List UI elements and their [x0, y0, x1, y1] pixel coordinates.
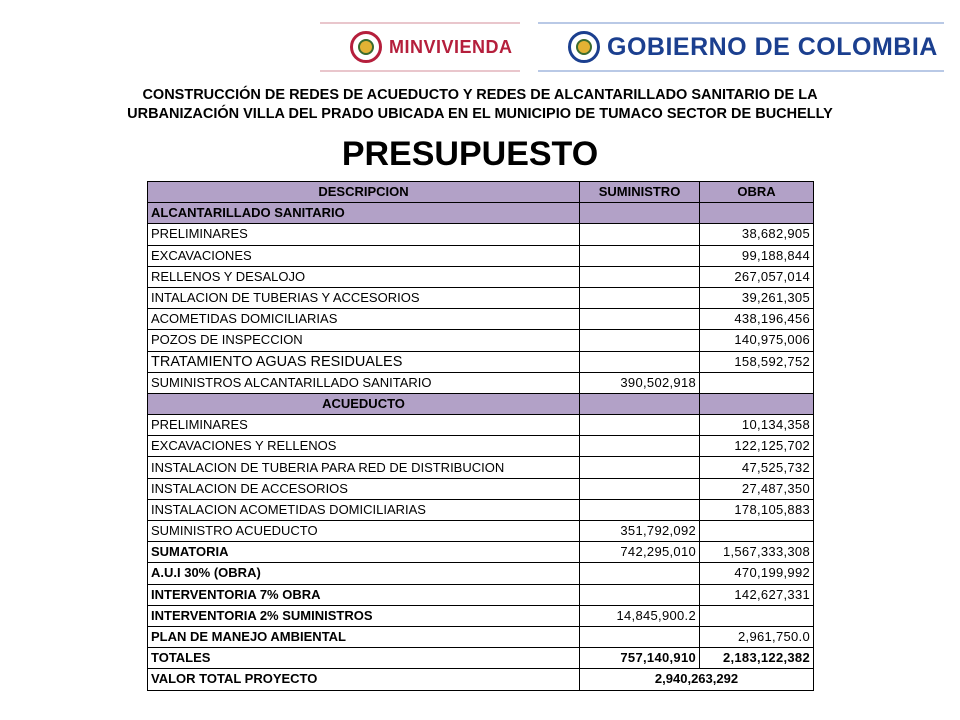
- row-work: 438,196,456: [700, 309, 814, 330]
- budget-table: [147, 181, 814, 691]
- table-header-row: [148, 182, 814, 203]
- summary-row-interventoria-obra: [148, 584, 814, 605]
- row-supply: 14,845,900.2: [580, 605, 700, 626]
- row-description: ACOMETIDAS DOMICILIARIAS: [148, 309, 580, 330]
- table-row: [148, 457, 814, 478]
- row-work: 27,487,350: [700, 478, 814, 499]
- table-row: [148, 224, 814, 245]
- row-supply: [580, 224, 700, 245]
- row-description: POZOS DE INSPECCION: [148, 330, 580, 351]
- row-description: INTALACION DE TUBERIAS Y ACCESORIOS: [148, 287, 580, 308]
- row-work: 47,525,732: [700, 457, 814, 478]
- total-project-value: 2,940,263,292: [580, 669, 814, 690]
- row-work: 99,188,844: [700, 245, 814, 266]
- summary-row-totales: [148, 648, 814, 669]
- row-work: 10,134,358: [700, 415, 814, 436]
- row-supply: [580, 563, 700, 584]
- row-work: 39,261,305: [700, 287, 814, 308]
- table-row: [148, 266, 814, 287]
- row-description: INTERVENTORIA 2% SUMINISTROS: [148, 605, 580, 626]
- summary-row-plan-ambiental: [148, 626, 814, 647]
- row-work: 142,627,331: [700, 584, 814, 605]
- table-row: [148, 351, 814, 372]
- row-work: 267,057,014: [700, 266, 814, 287]
- gobierno-logo-text: GOBIERNO DE COLOMBIA: [607, 32, 938, 61]
- summary-row-sumatoria: [148, 542, 814, 563]
- row-description: INSTALACION DE ACCESORIOS: [148, 478, 580, 499]
- row-work: 1,567,333,308: [700, 542, 814, 563]
- row-description: TRATAMIENTO AGUAS RESIDUALES: [148, 351, 580, 372]
- row-supply: [580, 351, 700, 372]
- project-title: [100, 86, 860, 124]
- row-description: A.U.I 30% (OBRA): [148, 563, 580, 584]
- row-supply: [580, 245, 700, 266]
- row-supply: [580, 584, 700, 605]
- row-description: VALOR TOTAL PROYECTO: [148, 669, 580, 690]
- table-row: [148, 415, 814, 436]
- row-description: PLAN DE MANEJO AMBIENTAL: [148, 626, 580, 647]
- table-row: [148, 436, 814, 457]
- coat-of-arms-icon: [568, 31, 600, 63]
- row-work: 158,592,752: [700, 351, 814, 372]
- column-header-work: OBRA: [700, 182, 814, 203]
- section-label: ALCANTARILLADO SANITARIO: [148, 203, 580, 224]
- row-description: EXCAVACIONES Y RELLENOS: [148, 436, 580, 457]
- row-description: INSTALACION ACOMETIDAS DOMICILIARIAS: [148, 499, 580, 520]
- minvivienda-logo-text: MINVIVIENDA: [389, 36, 513, 57]
- row-work: 470,199,992: [700, 563, 814, 584]
- row-work: 38,682,905: [700, 224, 814, 245]
- table-row: [148, 330, 814, 351]
- table-row: [148, 287, 814, 308]
- row-work: 140,975,006: [700, 330, 814, 351]
- row-supply: [580, 309, 700, 330]
- row-supply: [580, 626, 700, 647]
- row-description: PRELIMINARES: [148, 415, 580, 436]
- total-project-row: [148, 669, 814, 690]
- row-supply: [580, 499, 700, 520]
- row-description: TOTALES: [148, 648, 580, 669]
- row-supply: 757,140,910: [580, 648, 700, 669]
- row-work: 178,105,883: [700, 499, 814, 520]
- column-header-description: DESCRIPCION: [148, 182, 580, 203]
- gobierno-logo: [538, 22, 944, 72]
- section-row-aqueduct: [148, 393, 814, 414]
- row-work: [700, 605, 814, 626]
- column-header-supply: SUMINISTRO: [580, 182, 700, 203]
- row-supply: [580, 287, 700, 308]
- row-supply: [580, 266, 700, 287]
- row-supply: [580, 330, 700, 351]
- table-row: [148, 372, 814, 393]
- row-description: SUMINISTRO ACUEDUCTO: [148, 521, 580, 542]
- row-description: SUMATORIA: [148, 542, 580, 563]
- row-work: 2,183,122,382: [700, 648, 814, 669]
- row-work: [700, 372, 814, 393]
- row-description: SUMINISTROS ALCANTARILLADO SANITARIO: [148, 372, 580, 393]
- row-supply: 742,295,010: [580, 542, 700, 563]
- table-row: [148, 499, 814, 520]
- project-title-line-1: CONSTRUCCIÓN DE REDES DE ACUEDUCTO Y REDES DE ALCANTARILLADO SANITARIO DE LA: [142, 87, 818, 103]
- row-work: 122,125,702: [700, 436, 814, 457]
- table-row: [148, 521, 814, 542]
- row-description: PRELIMINARES: [148, 224, 580, 245]
- row-supply: 351,792,092: [580, 521, 700, 542]
- row-description: INTERVENTORIA 7% OBRA: [148, 584, 580, 605]
- row-work: [700, 521, 814, 542]
- project-title-line-2: URBANIZACIÓN VILLA DEL PRADO UBICADA EN EL MUNICIPIO DE TUMACO SECTOR DE BUCHELLY: [127, 106, 833, 122]
- minvivienda-logo: [320, 22, 520, 70]
- table-row: [148, 245, 814, 266]
- row-supply: [580, 478, 700, 499]
- table-row: [148, 309, 814, 330]
- row-description: EXCAVACIONES: [148, 245, 580, 266]
- coat-of-arms-icon: [350, 31, 382, 63]
- section-label: ACUEDUCTO: [148, 393, 580, 414]
- row-supply: [580, 457, 700, 478]
- table-row: [148, 478, 814, 499]
- row-supply: 390,502,918: [580, 372, 700, 393]
- summary-row-aui: [148, 563, 814, 584]
- row-supply: [580, 415, 700, 436]
- row-supply: [580, 436, 700, 457]
- section-row-sewer: [148, 203, 814, 224]
- summary-row-interventoria-suministros: [148, 605, 814, 626]
- row-work: 2,961,750.0: [700, 626, 814, 647]
- row-description: RELLENOS Y DESALOJO: [148, 266, 580, 287]
- row-description: INSTALACION DE TUBERIA PARA RED DE DISTRIBUCION: [148, 457, 580, 478]
- page-title: PRESUPUESTO: [341, 135, 599, 173]
